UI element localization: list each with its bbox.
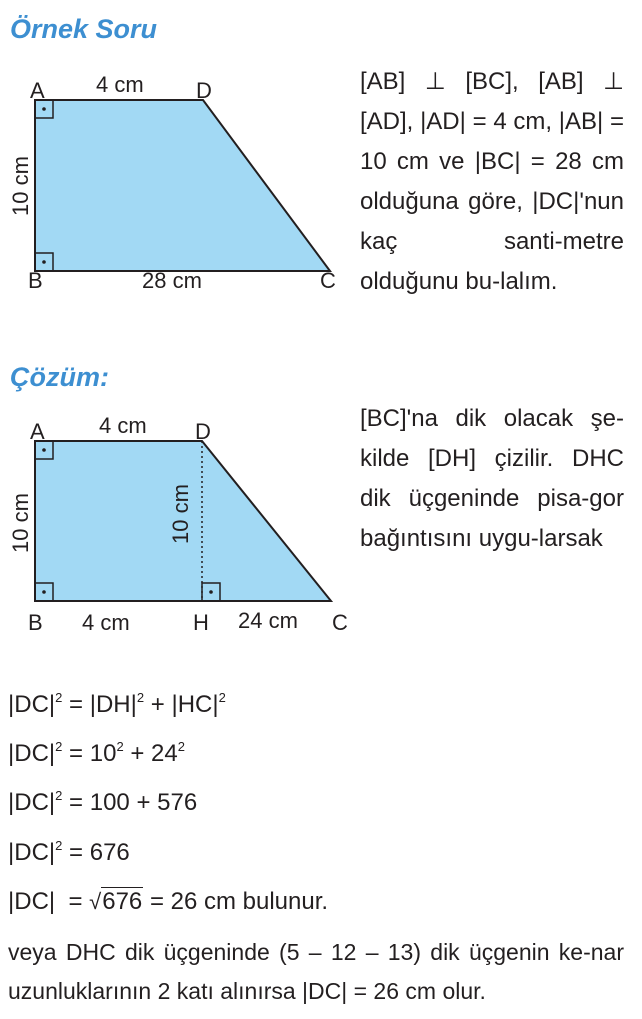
equation-pythagoras	[8, 690, 226, 720]
eq-term: 10	[89, 740, 117, 767]
equation-result	[8, 887, 328, 917]
eq-term: |HC|	[171, 691, 219, 718]
equation-substitution	[8, 739, 185, 769]
sqrt-radicand: 676	[102, 888, 143, 915]
alternative-solution-text: veya DHC dik üçgeninde (5 – 12 – 13) dik üçgenin ke-nar uzunluklarının 2 katı alınırsa |DC| = 26 cm olur.	[8, 939, 624, 1004]
eq-exponent: 2	[177, 739, 185, 754]
eq-exponent: 2	[55, 739, 63, 754]
vertex-label-a: A	[30, 78, 45, 103]
eq-exponent: 2	[116, 739, 124, 754]
eq-operator: =	[62, 740, 90, 767]
eq-term: |DH|	[89, 691, 137, 718]
eq-exponent: 2	[218, 690, 226, 705]
example-question-text: [AB] ⊥ [BC], [AB] ⊥ [AD], |AD| = 4 cm, |AB| = 10 cm ve |BC| = 28 cm olduğuna göre, |DC|'nun kaç santi-metre olduğunu bu-lalım.	[360, 68, 624, 295]
example-heading: Örnek Soru	[10, 14, 158, 44]
vertex-label-a: A	[30, 419, 45, 444]
eq-rhs: = 26 cm bulunur.	[143, 888, 329, 915]
side-label-hc: 24 cm	[238, 608, 298, 633]
vertex-label-b: B	[28, 610, 43, 635]
sqrt-symbol: √	[89, 889, 102, 914]
trapezoid-figure	[0, 60, 350, 300]
eq-operator: =	[62, 691, 90, 718]
vertex-label-d: D	[195, 419, 211, 444]
equation-sum	[8, 838, 130, 868]
eq-rhs: = 100 + 576	[62, 789, 198, 816]
solution-heading: Çözüm:	[10, 362, 109, 392]
eq-term: |DC|	[8, 789, 56, 816]
eq-operator: +	[144, 691, 172, 718]
eq-rhs: = 676	[62, 839, 130, 866]
eq-term: |DC|	[8, 839, 56, 866]
eq-term: 24	[151, 740, 178, 767]
side-label-ad: 4 cm	[99, 413, 147, 438]
vertex-label-h: H	[193, 610, 209, 635]
eq-term: |DC|	[8, 740, 56, 767]
solution-figure	[0, 400, 360, 640]
solution-explanation-text: [BC]'na dik olacak şe-kilde [DH] çizilir. DHC dik üçgeninde pisa-gor bağıntısını uygu-larsak	[360, 405, 624, 552]
eq-exponent: 2	[136, 690, 145, 705]
side-label-ad: 4 cm	[96, 72, 144, 97]
side-label-ab: 10 cm	[8, 493, 33, 553]
equation-squares	[8, 788, 197, 818]
side-label-bc: 28 cm	[142, 268, 202, 293]
eq-term: |DC| =	[8, 888, 90, 915]
vertex-label-d: D	[196, 78, 212, 103]
side-label-dh: 10 cm	[168, 484, 193, 544]
trapezoid-shape	[35, 100, 330, 271]
eq-exponent: 2	[55, 838, 63, 853]
vertex-label-b: B	[28, 268, 43, 293]
eq-operator: +	[123, 740, 152, 767]
eq-exponent: 2	[55, 788, 63, 803]
side-label-bh: 4 cm	[82, 610, 130, 635]
eq-exponent: 2	[55, 690, 63, 705]
vertex-label-c: C	[320, 268, 336, 293]
vertex-label-c: C	[332, 610, 348, 635]
eq-term: |DC|	[8, 691, 56, 718]
side-label-ab: 10 cm	[8, 156, 33, 216]
